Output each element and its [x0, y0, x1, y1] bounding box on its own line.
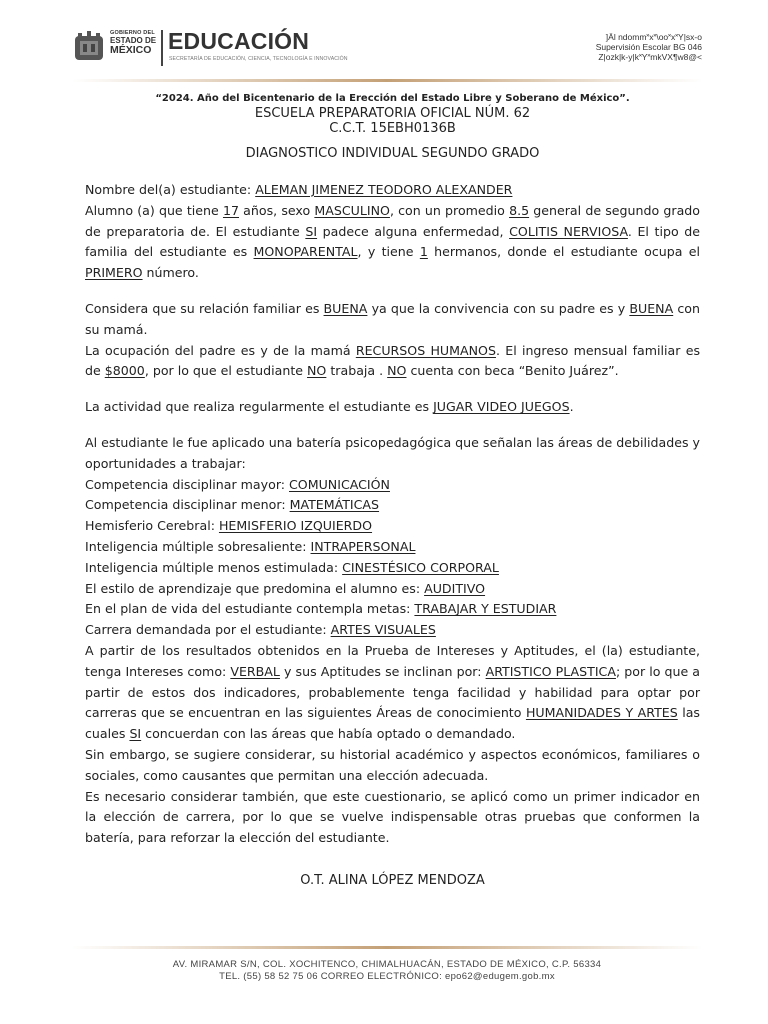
- text: En el plan de vida del estudiante contempla metas:: [85, 601, 415, 617]
- monthly-income: $8000: [104, 363, 145, 379]
- education-subtitle: SECRETARÍA DE EDUCACIÓN, CIENCIA, TECNOLOGÍA E INNOVACIÓN: [169, 56, 348, 62]
- logo-divider: [161, 30, 163, 66]
- letterhead: [72, 28, 702, 72]
- text: hermanos, donde el estudiante ocupa el: [427, 244, 700, 260]
- text: Nombre del(a) estudiante:: [85, 182, 256, 197]
- text: trabaja .: [326, 363, 388, 379]
- text: padece alguna enfermedad,: [317, 223, 510, 239]
- text: Hemisferio Cerebral:: [85, 518, 219, 534]
- knowledge-areas: HUMANIDADES Y ARTES: [525, 705, 678, 721]
- result-line: [85, 620, 700, 641]
- text: La actividad que realiza regularmente el estudiante es: [85, 399, 434, 415]
- document-body: [85, 91, 700, 892]
- text: ; por lo que a partir de estos dos indicadores, probablemente tenga facilidad y habilidad para optar por carreras que se encuentran en las siguientes Áreas de conocimiento: [85, 663, 701, 721]
- text: A partir de los resultados obtenidos en la Prueba de Intereses y Aptitudes, el (la) estudiante, tenga Intereses como:: [85, 642, 700, 679]
- text: Inteligencia múltiple menos estimulada:: [85, 559, 343, 575]
- top-divider: [72, 79, 702, 82]
- competence-major: COMUNICACIÓN: [289, 476, 390, 492]
- text: Considera que su relación familiar es: [85, 300, 324, 316]
- state-seal-icon: [72, 30, 106, 64]
- relation-father: BUENA: [323, 300, 368, 316]
- result-line: [85, 579, 700, 600]
- family-relation-paragraph: [85, 299, 700, 341]
- relation-mother: BUENA: [629, 300, 674, 316]
- text: Competencia disciplinar mayor:: [85, 476, 290, 492]
- supervision-line-1: ]Äl ndomm˟x˟\oo˟x˟Y|sx-o: [605, 32, 702, 42]
- intelligence-top: INTRAPERSONAL: [310, 538, 416, 554]
- motto: “2024. Año del Bicentenario de la Erección del Estado Libre y Soberano de México”.: [155, 93, 630, 104]
- text: , y tiene: [357, 244, 420, 260]
- result-line: [85, 537, 700, 558]
- document-title: DIAGNOSTICO INDIVIDUAL SEGUNDO GRADO: [245, 146, 540, 161]
- brain-hemisphere: HEMISFERIO IZQUIERDO: [218, 518, 373, 534]
- disease: COLITIS NERVIOSA: [509, 223, 628, 239]
- text: Inteligencia múltiple sobresaliente:: [85, 538, 311, 554]
- siblings-count: 1: [419, 244, 428, 260]
- life-plan: TRABAJAR Y ESTUDIAR: [414, 601, 557, 617]
- note-paragraph: Es necesario considerar también, que este cuestionario, se aplicó como un primer indicador en la elección de carrera, por lo que se vuelve indispensable otras pruebas que conformen la batería, para reforzar la elección del estudiante.: [85, 788, 700, 846]
- result-line: [85, 599, 700, 620]
- text: . El ingreso mensual familiar es de: [85, 342, 701, 379]
- supervision-line-2: Supervisión Escolar BG 046: [595, 42, 702, 52]
- text: Alumno (a) que tiene: [85, 202, 223, 218]
- text: . El tipo de familia del estudiante es: [85, 223, 701, 260]
- footer: [72, 959, 702, 983]
- text: Competencia disciplinar menor:: [85, 497, 290, 513]
- footer-address: AV. MIRAMAR S/N, COL. XOCHITENCO, CHIMALHUACÁN, ESTADO DE MÉXICO, C.P. 56334: [172, 959, 602, 970]
- supervision-block: [596, 32, 702, 62]
- school-name: ESCUELA PREPARATORIA OFICIAL NÚM. 62: [254, 106, 531, 121]
- text: ya que la convivencia con su padre es y: [367, 300, 630, 316]
- aptitudes-paragraph: [85, 641, 700, 745]
- mother-occupation: RECURSOS HUMANOS: [355, 342, 496, 358]
- student-average: 8.5: [509, 202, 530, 218]
- demanded-career: ARTES VISUALES: [330, 622, 436, 638]
- battery-intro: Al estudiante le fue aplicado una batería psicopedagógica que señalan las áreas de debilidades y oportunidades a trabajar:: [85, 434, 700, 471]
- student-age: 17: [222, 202, 239, 218]
- text: , con un promedio: [389, 202, 510, 218]
- text: , por lo que el estudiante: [144, 363, 308, 379]
- regular-activity: JUGAR VIDEO JUEGOS: [433, 399, 570, 415]
- text: .: [569, 399, 574, 415]
- gov-line-2: ESTADO DE: [110, 35, 157, 45]
- result-line: [85, 495, 700, 516]
- occupation-paragraph: [85, 341, 700, 383]
- text: y sus Aptitudes se inclinan por:: [279, 663, 486, 679]
- gov-line-1: GOBIERNO DEL: [110, 30, 155, 36]
- aptitude: ARTISTICO PLASTICA: [485, 663, 616, 679]
- text: Carrera demandada por el estudiante:: [85, 622, 331, 638]
- student-sex: MASCULINO: [314, 202, 390, 218]
- areas-match: SI: [129, 726, 142, 742]
- student-name: ALEMAN JIMENEZ TEODORO ALEXANDER: [255, 182, 513, 197]
- family-type: MONOPARENTAL: [253, 244, 358, 260]
- cct: C.C.T. 15EBH0136B: [329, 121, 456, 136]
- disease-yes-no: SI: [305, 223, 318, 239]
- text: años, sexo: [239, 202, 315, 218]
- education-title: EDUCACIÓN: [168, 28, 310, 54]
- suggestion-paragraph: Sin embargo, se sugiere considerar, su historial académico y aspectos económicos, familiares o sociales, como causantes que permitan una elección adecuada.: [85, 746, 700, 783]
- intelligence-low: CINESTÉSICO CORPORAL: [342, 559, 499, 575]
- text: número.: [142, 265, 199, 281]
- text: las cuales: [85, 705, 700, 742]
- bottom-divider: [72, 946, 702, 949]
- gov-line-3: MÉXICO: [110, 44, 152, 57]
- student-grant: NO: [387, 363, 407, 379]
- result-line: [85, 516, 700, 537]
- result-line: [85, 475, 700, 496]
- competence-minor: MATEMÁTICAS: [289, 497, 380, 513]
- learning-style: AUDITIVO: [424, 580, 486, 596]
- text: La ocupación del padre es y de la mamá: [85, 342, 356, 358]
- signature: O.T. ALINA LÓPEZ MENDOZA: [300, 872, 485, 888]
- text: concuerdan con las áreas que había optado o demandado.: [141, 726, 516, 742]
- text: El estilo de aprendizaje que predomina el alumno es:: [85, 580, 425, 596]
- text: general de segundo grado de preparatoria de. El estudiante: [85, 202, 700, 239]
- student-paragraph: [85, 180, 700, 284]
- text: cuenta con beca “Benito Juárez”.: [406, 363, 619, 379]
- student-works: NO: [307, 363, 327, 379]
- interest: VERBAL: [230, 663, 280, 679]
- birth-order: PRIMERO: [85, 265, 143, 281]
- text: con su mamá.: [85, 300, 700, 337]
- result-line: [85, 558, 700, 579]
- activity-paragraph: [85, 397, 700, 418]
- supervision-line-3: Z|ozk|k-y|k˟Y˟mkVX¶w8@<: [598, 52, 702, 62]
- footer-contact: TEL. (55) 58 52 75 06 CORREO ELECTRÓNICO: epo62@edugem.gob.mx: [219, 971, 555, 982]
